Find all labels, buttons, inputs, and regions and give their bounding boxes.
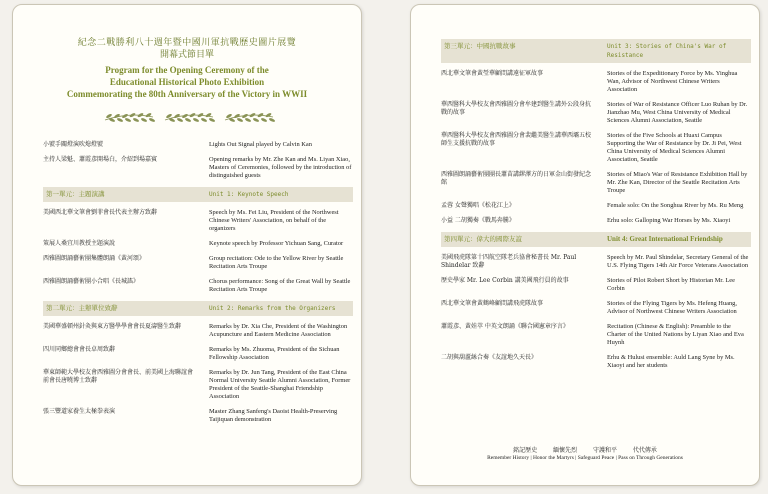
item-text-en: Erhu & Hulusi ensemble: Auld Lang Syne by Ms. Xiaoyi and her students bbox=[607, 354, 735, 369]
item-text-en: Remarks by Ms. Zhuoma, President of the Sichuan Fellowship Association bbox=[209, 346, 340, 361]
footer-motto-en: Remember History | Honor the Martyrs | Safeguard Peace | Pass on Through Generations bbox=[487, 455, 683, 461]
olive-branch-icon bbox=[223, 110, 275, 124]
section-title-cn: 第三單元：中國抗戰故事 bbox=[444, 42, 516, 50]
item-text-cn: 西雅圖朗誦藝術團團長蕭苗講繆澤方的日軍金山街發紀念館 bbox=[441, 171, 592, 186]
item-text-en: Remarks by Dr. Jun Tang, President of the East China Normal University Seattle Alumni Association, Former President of the Seattle-Shanghai Friendship Association bbox=[209, 369, 351, 400]
section-title-cn: 第一單元：主題演講 bbox=[46, 190, 105, 198]
item-text-en: Stories of the Flying Tigers by Ms. Hefeng Huang, Advisor of Northwest Chinese Writers Association bbox=[607, 300, 737, 315]
program-item bbox=[441, 323, 751, 347]
program-list-right bbox=[441, 39, 751, 377]
item-text-cn: 西北華文筆會黃鶴峰顧問講飛虎隊故事 bbox=[441, 300, 544, 307]
section-title-en: Unit 1: Keynote Speech bbox=[209, 191, 289, 198]
program-item bbox=[43, 408, 353, 424]
program-header bbox=[13, 5, 361, 100]
item-text-en: Recitation (Chinese & English): Preamble to the Charter of the United Nations by Liyan Xiao and Eva Huynh bbox=[607, 323, 744, 346]
section-title-cn: 第四單元：偉大的國際友誼 bbox=[444, 235, 522, 243]
item-text-en: Stories of War of Resistance Officer Luo Ruhan by Dr. Jianzhao Mu, West China University of Medical Sciences Alumni Association, Seattle bbox=[607, 101, 748, 124]
program-item bbox=[43, 209, 353, 233]
program-item bbox=[43, 323, 353, 339]
program-item bbox=[441, 101, 751, 125]
item-text-en: Remarks by Dr. Xia Che, President of the Washington Acupuncture and Eastern Medicine Association bbox=[209, 323, 348, 338]
item-text-cn: 西北華文筆會黃瑩華顧問講遠征軍故事 bbox=[441, 70, 544, 77]
item-text-cn: 美國西北華文筆會劉菲會長代表主辦方致辭 bbox=[43, 209, 158, 216]
item-text-cn: 美國華盛頓州針灸與東方醫學學會會長夏濤醫生致辭 bbox=[43, 323, 182, 330]
program-item bbox=[441, 217, 751, 225]
item-text-cn: 小號手關燈演吹熄燈號 bbox=[43, 141, 104, 148]
program-list-left bbox=[43, 141, 353, 431]
item-text-cn: 華東師範大學校友會西雅圖分會會長、前美國上海聯誼會前會長唐曉博士致辭 bbox=[43, 369, 194, 384]
program-item bbox=[43, 255, 353, 271]
item-text-en: Group recitation: Ode to the Yellow River by Seattle Recitation Arts Troupe bbox=[209, 255, 344, 270]
item-text-cn: 二胡與葫蘆絲合奏《友誼地久天長》 bbox=[441, 354, 538, 361]
program-item bbox=[43, 278, 353, 294]
olive-branch-icon bbox=[103, 110, 155, 124]
item-text-en: Master Zhang Sanfeng's Daoist Health-Preserving Taijiquan demonstration bbox=[209, 408, 338, 423]
olive-branch-icon bbox=[163, 110, 215, 124]
item-text-cn: 主持人梁魁、蕭霞彥開場白，介紹到場嘉賓 bbox=[43, 156, 158, 163]
section-title-en: Unit 4: Great International Friendship bbox=[607, 235, 723, 243]
section-title-cn: 第二單元：主辦單位致辭 bbox=[46, 304, 118, 312]
program-item bbox=[441, 354, 751, 370]
section-heading bbox=[43, 301, 353, 316]
program-item bbox=[43, 156, 353, 180]
item-text-cn: 策展人桑宜川教授主題演說 bbox=[43, 240, 116, 247]
item-text-en: Stories of the Five Schools at Huaxi Campus Supporting the War of Resistance by Dr. Ji Pei, West China University of Medical Sciences Alumni Association, Seattle bbox=[607, 132, 742, 163]
program-item bbox=[441, 202, 751, 210]
header-title-en-1: Program for the Opening Ceremony of the bbox=[105, 65, 269, 75]
program-item bbox=[441, 300, 751, 316]
program-page-right bbox=[410, 4, 760, 486]
item-text-cn: 孟蓉 女聲獨唱《松花江上》 bbox=[441, 202, 515, 209]
footer-motto-cn: 銘記歷史 緬懷先烈 守護和平 代代傳承 bbox=[513, 447, 657, 454]
item-text-en: Lights Out Signal played by Calvin Kan bbox=[209, 141, 312, 148]
item-text-en: Speech by Mr. Paul Shindelar, Secretary General of the U.S. Flying Tigers 14th Air Force Veterans Association bbox=[607, 254, 749, 269]
section-title-en: Unit 3: Stories of China's War of Resistance bbox=[607, 43, 727, 59]
section-heading bbox=[441, 39, 751, 63]
item-text-cn: 西雅圖朗誦藝術團集體朗誦《黃河頌》 bbox=[43, 255, 146, 262]
program-item bbox=[43, 369, 353, 401]
program-item bbox=[43, 141, 353, 149]
program-item bbox=[43, 240, 353, 248]
program-item bbox=[441, 70, 751, 94]
program-item bbox=[441, 132, 751, 164]
program-item bbox=[441, 254, 751, 270]
header-title-cn: 紀念二戰勝利八十週年暨中國川軍抗戰歷史圖片展覽 bbox=[77, 38, 297, 48]
header-title-en-2: Educational Historical Photo Exhibition bbox=[109, 77, 265, 87]
header-subtitle-cn: 開幕式節目單 bbox=[159, 50, 214, 60]
item-text-en: Chorus performance: Song of the Great Wall by Seattle Recitation Arts Troupe bbox=[209, 278, 351, 293]
program-item bbox=[43, 346, 353, 362]
item-text-en: Stories of Miao's War of Resistance Exhibition Hall by Mr. Zhe Kan, Director of the Seattle Recitation Arts Troupe bbox=[607, 171, 748, 194]
olive-branch-divider bbox=[13, 106, 361, 126]
item-text-en: Erhu solo: Galloping War Horses by Ms. Xiaoyi bbox=[607, 217, 731, 224]
section-title-en: Unit 2: Remarks from the Organizers bbox=[209, 305, 336, 312]
program-item bbox=[441, 277, 751, 293]
item-text-cn: 華西醫科大學校友會西雅圖分會裴繼美醫生講華西壩五校師生支援抗戰的故事 bbox=[441, 132, 592, 147]
item-text-en: Female solo: On the Songhua River by Ms. Ru Meng bbox=[607, 202, 744, 209]
item-text-cn: 四川同鄉總會會長卓周致辭 bbox=[43, 346, 116, 353]
item-text-cn: 蕭霞彥、黃娃萃 中英文朗誦《聯合國憲章序言》 bbox=[441, 323, 569, 330]
item-text-en: Stories of Pilot Robert Short by Historian Mr. Lee Corbin bbox=[607, 277, 735, 292]
item-text-cn: 小益 二胡獨奏《戰馬奔騰》 bbox=[441, 217, 515, 224]
item-text-en: Stories of the Expeditionary Force by Ms. Yinghua Wan, Advisor of Northwest Chinese Writers Association bbox=[607, 70, 738, 93]
item-text-en: Opening remarks by Mr. Zhe Kan and Ms. Liyan Xiao, Masters of Ceremonies, followed by the introduction of distinguished guests bbox=[209, 156, 352, 179]
program-item bbox=[441, 171, 751, 195]
section-heading bbox=[441, 232, 751, 247]
item-text-cn: 美國飛虎隊第十四航空隊老兵協會秘書長 Mr. Paul Shindelar 致辭 bbox=[441, 254, 577, 269]
section-heading bbox=[43, 187, 353, 202]
program-page-left bbox=[12, 4, 362, 486]
item-text-en: Speech by Ms. Fei Liu, President of the Northwest Chinese Writers' Association, on behalf of the organizers bbox=[209, 209, 339, 232]
item-text-cn: 張三豐道家養生太極拳表演 bbox=[43, 408, 116, 415]
header-title-en-3: Commemorating the 80th Anniversary of the Victory in WWII bbox=[66, 89, 308, 99]
item-text-cn: 西雅圖朗誦藝術團小合唱《長城謠》 bbox=[43, 278, 140, 285]
item-text-cn: 華西醫科大學校友會西雅圖分會牟建到醫生講外公段身抗戰的故事 bbox=[441, 101, 592, 116]
item-text-en: Keynote speech by Professor Yichuan Sang, Curator bbox=[209, 240, 344, 247]
item-text-cn: 歷史學家 Mr. Lee Corbin 講美國飛行員的故事 bbox=[441, 277, 569, 284]
